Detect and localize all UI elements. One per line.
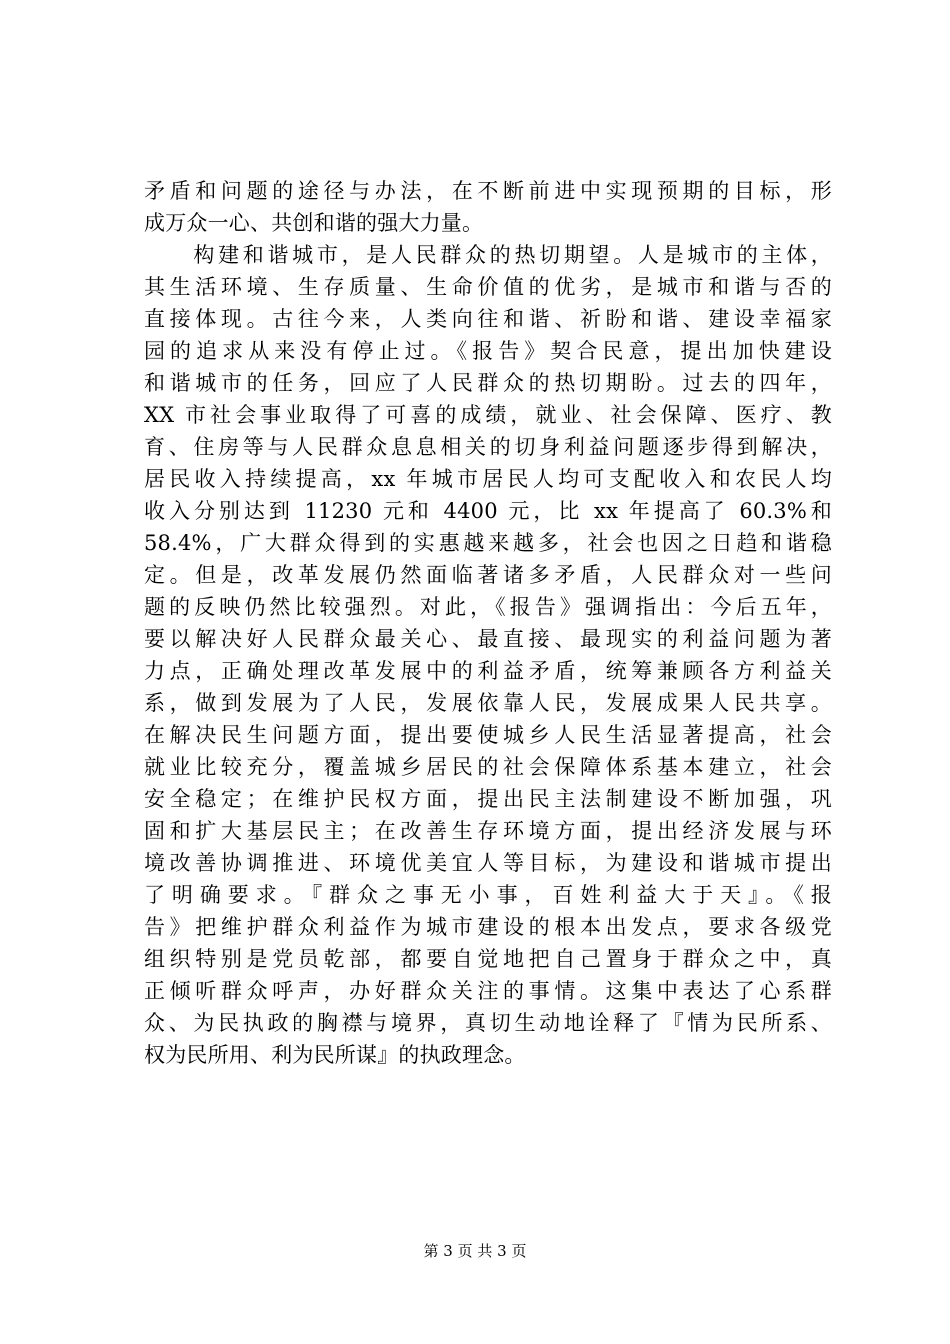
text-line: 题的反映仍然比较强烈。对此，《报告》强调指出：今后五年， [144,595,832,619]
text-line: 其生活环境、生存质量、生命价值的优劣，是城市和谐与否的 [144,275,832,299]
text-line: 直接体现。古往今来，人类向往和谐、祈盼和谐、建设幸福家 [144,307,832,331]
page-number-label: 第 3 页 共 3 页 [423,1242,527,1260]
text-line: 固和扩大基层民主；在改善生存环境方面，提出经济发展与环 [144,819,832,843]
text-line: 正倾听群众呼声，办好群众关注的事情。这集中表达了心系群 [144,979,832,1003]
text-line: 矛盾和问题的途径与办法，在不断前进中实现预期的目标，形 [144,179,832,203]
text-line: 收入分别达到 11230 元和 4400 元，比 xx 年提高了 60.3%和 [144,499,832,523]
text-line: 在解决民生问题方面，提出要使城乡人民生活显著提高，社会 [144,723,832,747]
text-line: 安全稳定；在维护民权方面，提出民主法制建设不断加强，巩 [144,787,832,811]
text-line: 定。但是，改革发展仍然面临著诸多矛盾，人民群众对一些问 [144,563,832,587]
text-line: XX 市社会事业取得了可喜的成绩，就业、社会保障、医疗、教 [144,403,832,427]
text-line: 力点，正确处理改革发展中的利益矛盾，统筹兼顾各方利益关 [144,659,832,683]
text-line: 境改善协调推进、环境优美宜人等目标，为建设和谐城市提出 [144,851,832,875]
text-line: 了明确要求。『群众之事无小事，百姓利益大于天』。《报 [144,883,832,907]
text-line: 居民收入持续提高，xx 年城市居民人均可支配收入和农民人均 [144,467,832,491]
text-line: 成万众一心、共创和谐的强大力量。 [144,211,484,235]
text-line: 和谐城市的任务，回应了人民群众的热切期盼。过去的四年， [144,371,832,395]
text-line: 就业比较充分，覆盖城乡居民的社会保障体系基本建立，社会 [144,755,832,779]
page-footer [0,1241,950,1261]
text-line: 58.4%，广大群众得到的实惠越来越多，社会也因之日趋和谐稳 [144,531,832,555]
text-line: 构建和谐城市，是人民群众的热切期望。人是城市的主体， [144,243,832,267]
text-line: 园的追求从来没有停止过。《报告》契合民意，提出加快建设 [144,339,832,363]
text-line: 权为民所用、利为民所谋』的执政理念。 [144,1043,526,1067]
text-line: 要以解决好人民群众最关心、最直接、最现实的利益问题为著 [144,627,832,651]
text-line: 众、为民执政的胸襟与境界，真切生动地诠释了『情为民所系、 [144,1011,832,1035]
text-line: 系，做到发展为了人民，发展依靠人民，发展成果人民共享。 [144,691,832,715]
text-line: 告》把维护群众利益作为城市建设的根本出发点，要求各级党 [144,915,832,939]
text-line: 育、住房等与人民群众息息相关的切身利益问题逐步得到解决， [144,435,832,459]
text-line: 组织特别是党员乾部，都要自觉地把自己置身于群众之中，真 [144,947,832,971]
body-text [144,175,832,1071]
